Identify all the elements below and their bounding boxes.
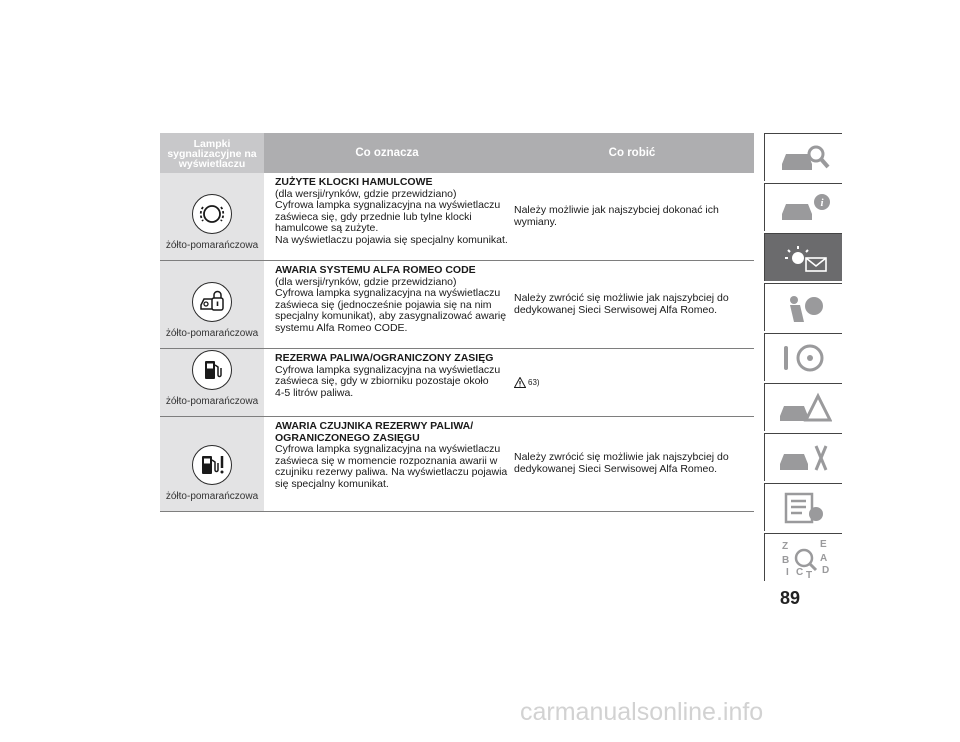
action-cell <box>510 261 754 348</box>
index-letter: D <box>821 564 829 576</box>
brake-pads-wear-icon <box>192 194 232 234</box>
lamp-color-label: żółto-pomarańczowa <box>165 491 259 502</box>
meaning-line: specjalny komunikat), aby zasygnalizować awarię <box>275 310 507 323</box>
alfa-romeo-code-failure-icon <box>192 282 232 322</box>
meaning-cell <box>264 417 510 511</box>
fuel-pump-icon <box>192 350 232 390</box>
meaning-line: Cyfrowa lampka sygnalizacyjna na wyświetlaczu <box>275 443 501 456</box>
meaning-line: się specjalny komunikat. <box>275 477 389 490</box>
footnote-reference: 63) <box>528 377 540 387</box>
lamp-cell <box>160 261 264 348</box>
watermark: carmanualsonline.info <box>520 698 764 726</box>
meaning-line: (dla wersji/rynków, gdzie przewidziano) <box>275 187 457 200</box>
header-lamp-line: wyświetlaczu <box>178 158 246 170</box>
header-lamp-line: sygnalizacyjne na <box>167 148 257 160</box>
fuel-sensor-failure-icon <box>192 445 232 485</box>
car-maintenance-icon[interactable] <box>764 433 842 481</box>
table-row <box>160 173 754 261</box>
table-header <box>160 133 754 173</box>
meaning-line: Cyfrowa lampka sygnalizacyjna na wyświetlaczu <box>275 199 501 212</box>
warning-title: ZUŻYTE KLOCKI HAMULCOWE <box>275 176 433 188</box>
meaning-line: Cyfrowa lampka sygnalizacyjna na wyświetlaczu <box>275 287 501 300</box>
header-lamp <box>160 133 264 173</box>
table-row <box>160 261 754 349</box>
index-letter: T <box>805 569 812 578</box>
car-info-icon[interactable] <box>764 183 842 231</box>
warning-lights-icon[interactable] <box>764 233 842 281</box>
index-letter: Z <box>781 540 788 552</box>
chapter-tabs <box>764 133 842 583</box>
warning-title: REZERWA PALIWA/OGRANICZONY ZASIĘG <box>275 352 494 364</box>
meaning-line: czujniku rezerwy paliwa. Na wyświetlaczu pojawia <box>275 466 508 479</box>
lamp-color-label: żółto-pomarańczowa <box>165 328 259 339</box>
header-lamp-line: Lampki <box>193 138 231 150</box>
warning-title: AWARIA CZUJNIKA REZERWY PALIWA/ <box>275 420 474 432</box>
meaning-line: Cyfrowa lampka sygnalizacyjna na wyświetlaczu <box>275 363 501 376</box>
emergency-triangle-icon[interactable] <box>764 383 842 431</box>
index-letter: B <box>781 554 789 566</box>
lamp-cell <box>160 417 264 511</box>
table-row <box>160 417 754 512</box>
index-letter: E <box>819 538 827 550</box>
meaning-line: Na wyświetlaczu pojawia się specjalny komunikat. <box>275 233 508 246</box>
meaning-line: 4-5 litrów paliwa. <box>275 386 354 399</box>
lamp-color-label: żółto-pomarańczowa <box>165 396 259 407</box>
warning-title: AWARIA SYSTEMU ALFA ROMEO CODE <box>275 264 476 276</box>
warning-lights-table <box>160 133 754 512</box>
action-line: Należy możliwie jak najszybciej dokonać ich <box>514 203 719 216</box>
meaning-line: zaświeca się, gdy przednie lub tylne klocki <box>275 210 472 223</box>
technical-data-icon[interactable] <box>764 483 842 531</box>
car-search-icon[interactable] <box>764 133 842 181</box>
meaning-cell <box>264 261 510 348</box>
lamp-cell <box>160 349 264 416</box>
meaning-cell <box>264 173 510 260</box>
meaning-line: zaświeca się (jednocześnie pojawia się na nim <box>275 298 492 311</box>
meaning-line: zaświeca się w momencie rozpoznania awarii w <box>275 454 498 467</box>
warning-triangle-icon <box>514 377 526 388</box>
warning-title: OGRANICZONEGO ZASIĘGU <box>275 431 420 444</box>
meaning-line: hamulcowe są zużyte. <box>275 222 379 235</box>
lamp-cell <box>160 173 264 260</box>
action-line: wymiany. <box>514 215 557 228</box>
action-line: Należy zwrócić się możliwie jak najszybciej do <box>514 451 729 464</box>
index-letter: C <box>795 566 803 578</box>
action-cell <box>510 417 754 511</box>
meaning-line: zaświeca się, gdy w zbiorniku pozostaje około <box>275 375 489 388</box>
index-letter: I <box>785 566 789 578</box>
table-row <box>160 349 754 417</box>
steering-wheel-icon[interactable] <box>764 333 842 381</box>
svg-text:i: i <box>819 196 824 209</box>
meaning-cell <box>264 349 510 416</box>
warning-reference <box>514 377 540 389</box>
header-meaning: Co oznacza <box>264 133 510 173</box>
airbag-safety-icon[interactable] <box>764 283 842 331</box>
header-action: Co robić <box>510 133 754 173</box>
index-letter: A <box>819 552 827 564</box>
action-line: dedykowanej Sieci Serwisowej Alfa Romeo. <box>514 303 718 316</box>
action-line: Należy zwrócić się możliwie jak najszybciej do <box>514 291 729 304</box>
page-number: 89 <box>779 588 801 608</box>
action-line: dedykowanej Sieci Serwisowej Alfa Romeo. <box>514 463 718 475</box>
action-cell <box>510 349 754 416</box>
alphabetical-index-icon[interactable] <box>764 533 842 581</box>
meaning-line: systemu Alfa Romeo CODE. <box>275 321 408 334</box>
meaning-line: (dla wersji/rynków, gdzie przewidziano) <box>275 275 457 288</box>
action-cell <box>510 173 754 260</box>
lamp-color-label: żółto-pomarańczowa <box>165 240 259 251</box>
